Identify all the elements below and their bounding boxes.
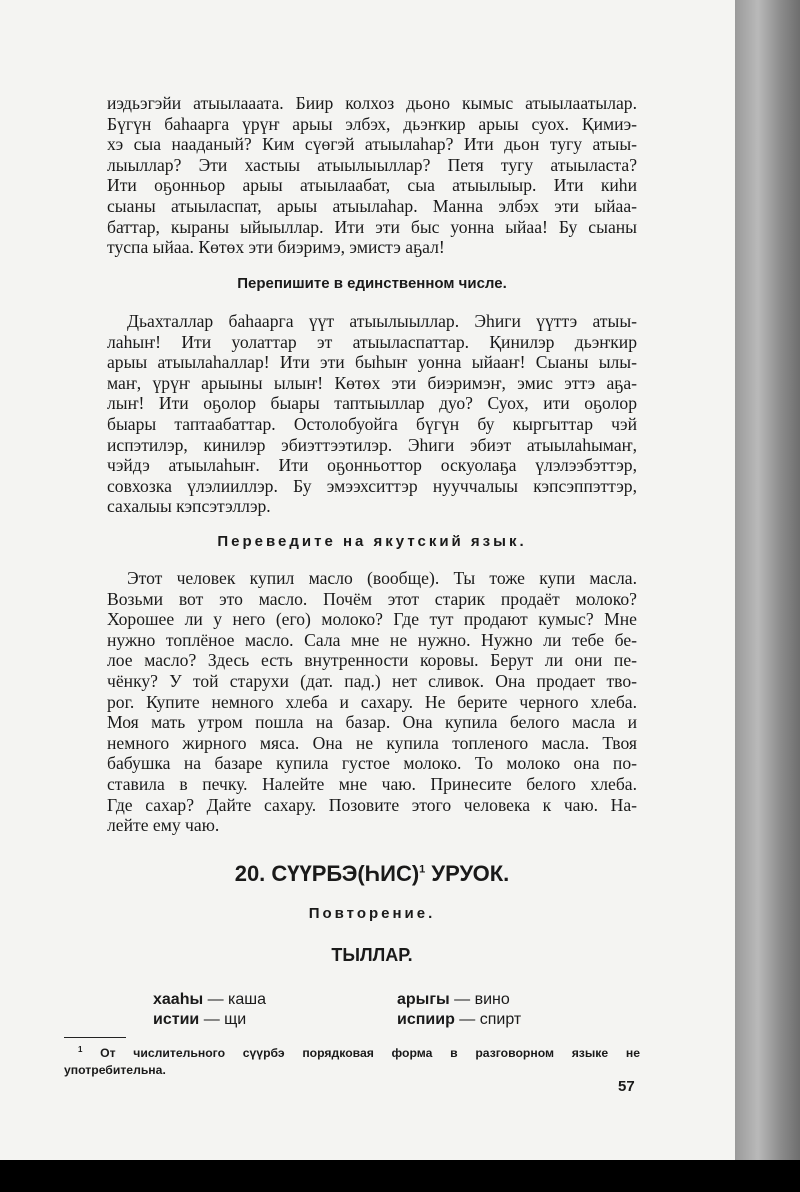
exercise-heading-translate: Переведите на якутский язык. [217, 533, 527, 550]
vocab-word: истии [153, 1011, 200, 1028]
vocab-word: хааһы [153, 991, 204, 1008]
text-line: сахалыы кэпсэтэллэр. [107, 496, 271, 517]
text-line: лыыллар? Эти хастыы атыылыыллар? Петя тугу атыыласта? [107, 154, 637, 175]
vocab-translation: — каша [203, 991, 267, 1008]
text-line: Возьми вот это масло. Почём этот старик продаёт молоко? [107, 588, 637, 609]
text-line: Дьахталлар баһаарга үүт атыылыыллар. Эһиги үүттэ атыы- [127, 311, 637, 331]
text-line: Где сахар? Дайте сахару. Позовите этого человека к чаю. На- [107, 794, 637, 815]
vocab-word: испиир [397, 1011, 455, 1028]
paragraph-russian-translation [107, 568, 637, 836]
vocab-translation: — вино [449, 991, 510, 1008]
vocab-item [153, 990, 266, 1010]
text-line: Этот человек купил масло (вообще). Ты тоже купи масла. [127, 568, 637, 588]
text-line: туспа ыйаа. Көтөх эти биэримэ, эмистэ аҕал! [107, 237, 445, 258]
footnote-mark: 1 [78, 1045, 83, 1054]
text-line: нужно топлёное масло. Сала мне не нужно. Нужно ли тебе бе- [107, 629, 637, 650]
text-line: испэтилэр, кинилэр эбиэттээтилэр. Эһиги эбиэт атыылаһымаҥ, [107, 434, 637, 455]
footnote-line [64, 1041, 640, 1062]
text-line: чэйдэ атыылаһыҥ. Ити оҕонньоттор оскуолаҕа үлэлээбэттэр, [107, 455, 637, 476]
page-edge-shadow [735, 0, 800, 1192]
footnote-divider [64, 1037, 126, 1038]
text-line: сыаны атыыласпат, арыы атыылаһар. Манна элбэх эти ыйаа- [107, 195, 637, 216]
text-line: немного жирного мяса. Она не купила топленого масла. Твоя [107, 732, 637, 753]
text-line: хэ сыа нааданый? Ким сүөгэй атыылаһар? Ити дьон тугу атыы- [107, 134, 637, 155]
vocab-item [153, 1010, 246, 1030]
footnote-marker: 1 [419, 863, 426, 876]
text-line: Бүгүн баһаарга үрүҥ арыы элбэх, дьэҥкир арыы суох. Қимиэ- [107, 113, 637, 134]
scan-border [0, 1160, 800, 1192]
text-line: совхозка үлэлииллэр. Бу эмээхситтэр нууччалыы кэпсэппэттэр, [107, 475, 637, 496]
vocab-translation: — щи [199, 1011, 247, 1028]
vocab-translation: — спирт [454, 1011, 522, 1028]
section-heading-review: Повторение. [308, 905, 436, 922]
text-line: быары таптаабаттар. Остолобуойга бүгүн бу кыргыттар чэй [107, 413, 637, 434]
vocab-word: арыгы [397, 991, 450, 1008]
footnote-line: употребительна. [64, 1063, 166, 1078]
text-line: баттар, кыраны ыйыыллар. Ити эти быс уонна ыйаа! Бу сыаны [107, 216, 637, 237]
text-line: Моя мать утром пошла на базар. Она купила белого масла и [107, 712, 637, 733]
footnote-text: От числительного сүүрбэ порядковая форма в разговорном языке не [82, 1046, 640, 1061]
text-line: лаһыҥ! Ити уолаттар эт атыыласпаттар. Қинилэр дьэҥкир [107, 331, 637, 352]
text-line: чёнку? У той старухи (дат. пад.) нет сливок. Она продает тво- [107, 670, 637, 691]
lesson-title [107, 861, 637, 887]
vocab-item [397, 1010, 521, 1030]
vocab-item [397, 990, 510, 1010]
text-line: Ити оҕонньор арыы атыылаабат, сыа атыылыыр. Ити киһи [107, 175, 637, 196]
lesson-title-end: УРУОК. [425, 861, 510, 886]
exercise-heading-singular: Перепишите в единственном числе. [237, 275, 507, 292]
text-line: рог. Купите немного хлеба и сахару. Не берите черного хлеба. [107, 691, 637, 712]
text-line: лейте ему чаю. [107, 815, 220, 836]
footnote [64, 1041, 640, 1079]
page-number: 57 [618, 1078, 635, 1095]
text-line: Хорошее ли у него (его) молоко? Где тут продают кумыс? Мне [107, 609, 637, 630]
text-line: арыы атыылаһаллар! Ити эти быһыҥ уонна ыйааҥ! Сыаны ылы- [107, 352, 637, 373]
text-line: лыҥ! Ити оҕолор быары таптыыллар дуо? Суох, ити оҕолор [107, 393, 637, 414]
text-line: иэдьэгэйи атыылааата. Биир колхоз дьоно кымыс атыылаатылар. [107, 93, 637, 113]
text-line: ставила в печку. Налейте мне чаю. Принесите белого хлеба. [107, 773, 637, 794]
paragraph-yakut-sentences [107, 93, 637, 258]
lesson-title-text: 20. СҮҮРБЭ(ҺИС) [234, 861, 420, 886]
paragraph-exercise-plural [107, 311, 637, 517]
text-line: маҥ, үрүҥ арыыны ылыҥ! Көтөх эти биэримэҥ, эмис эттэ аҕа- [107, 372, 637, 393]
text-line: бабушка на базаре купила густое молоко. То молоко она по- [107, 753, 637, 774]
text-line: лое масло? Здесь есть внутренности коровы. Берут ли они пе- [107, 650, 637, 671]
section-heading-vocabulary: ТЫЛЛАР. [331, 945, 413, 965]
